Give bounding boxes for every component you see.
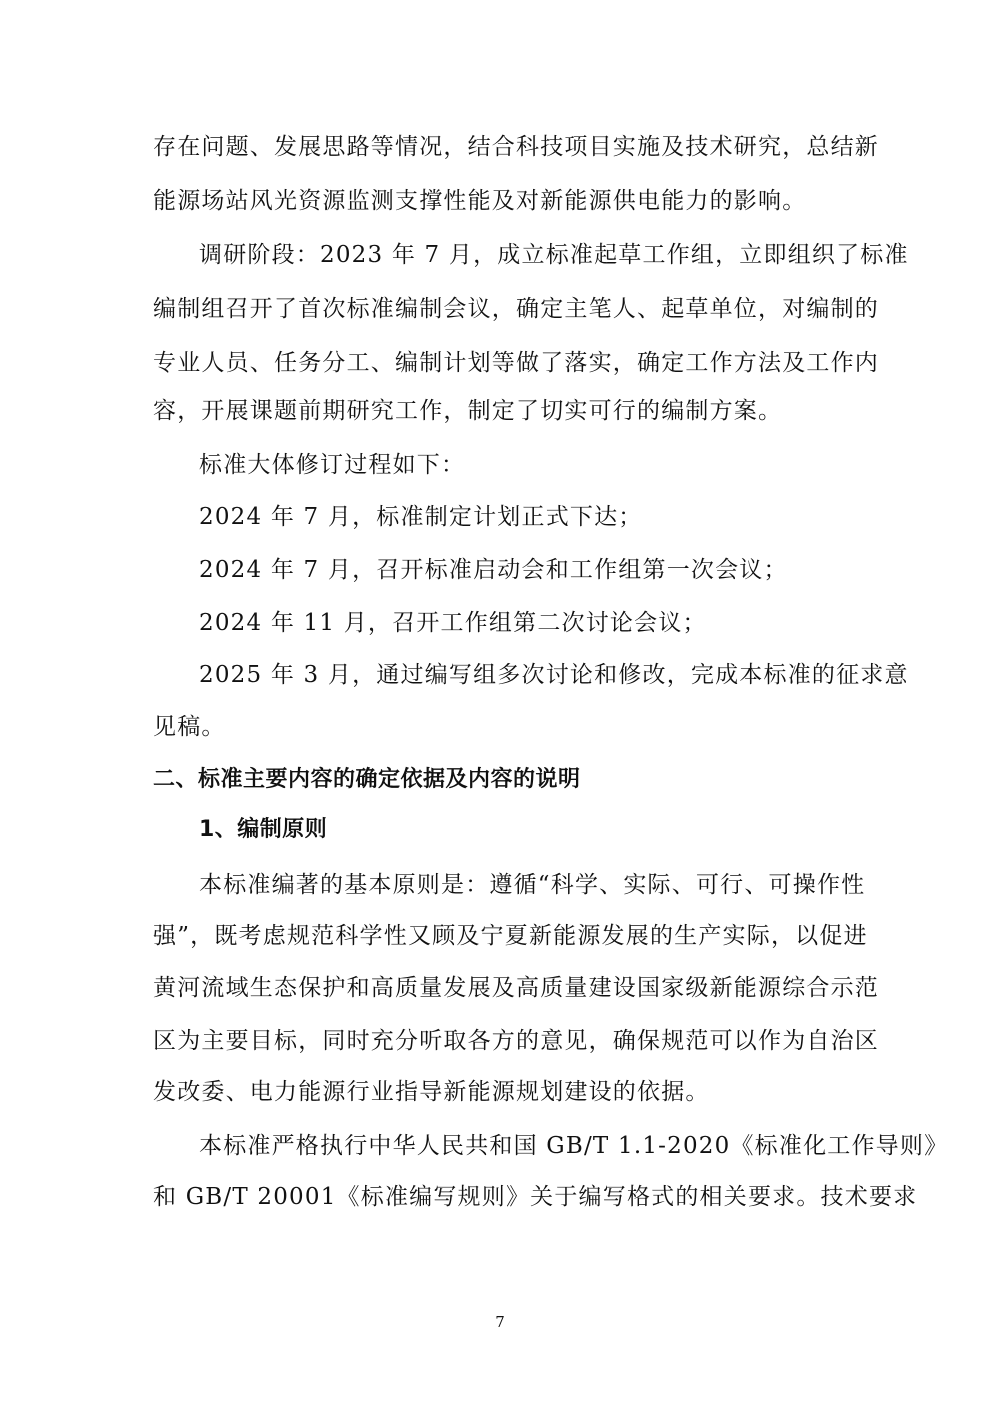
timeline-item: 2024 年 11 月，召开工作组第二次讨论会议； bbox=[199, 610, 707, 636]
paragraph-2-line-4: 容，开展课题前期研究工作，制定了切实可行的编制方案。 bbox=[153, 398, 783, 424]
timeline-item: 2024 年 7 月，标准制定计划正式下达； bbox=[199, 504, 643, 530]
paragraph-5-line-5: 发改委、电力能源行业指导新能源规划建设的依据。 bbox=[153, 1079, 710, 1105]
paragraph-2-line-2: 编制组召开了首次标准编制会议，确定主笔人、起草单位，对编制的 bbox=[153, 296, 879, 322]
paragraph-2-line-1: 调研阶段：2023 年 7 月，成立标准起草工作组，立即组织了标准 bbox=[199, 242, 909, 268]
paragraph-5-line-4: 区为主要目标，同时充分听取各方的意见，确保规范可以作为自治区 bbox=[153, 1028, 879, 1054]
paragraph-4-line-1: 2025 年 3 月，通过编写组多次讨论和修改，完成本标准的征求意 bbox=[199, 662, 909, 688]
paragraph-5-line-2: 强”，既考虑规范科学性又顾及宁夏新能源发展的生产实际，以促进 bbox=[153, 923, 868, 949]
paragraph-1-line-2: 能源场站风光资源监测支撑性能及对新能源供电能力的影响。 bbox=[153, 188, 807, 214]
section-heading: 二、标准主要内容的确定依据及内容的说明 bbox=[153, 767, 581, 792]
paragraph-3: 标准大体修订过程如下： bbox=[199, 452, 466, 478]
paragraph-2-line-3: 专业人员、任务分工、编制计划等做了落实，确定工作方法及工作内 bbox=[153, 350, 879, 376]
paragraph-4-line-2: 见稿。 bbox=[153, 714, 226, 740]
page-number: 7 bbox=[495, 1313, 505, 1331]
timeline-item: 2024 年 7 月，召开标准启动会和工作组第一次会议； bbox=[199, 557, 788, 583]
paragraph-5-line-1: 本标准编著的基本原则是：遵循“科学、实际、可行、可操作性 bbox=[199, 872, 866, 898]
subsection-heading: 1、编制原则 bbox=[199, 817, 328, 842]
paragraph-1-line-1: 存在问题、发展思路等情况，结合科技项目实施及技术研究，总结新 bbox=[153, 134, 879, 160]
paragraph-6-line-1: 本标准严格执行中华人民共和国 GB/T 1.1-2020《标准化工作导则》 bbox=[199, 1133, 949, 1159]
paragraph-5-line-3: 黄河流域生态保护和高质量发展及高质量建设国家级新能源综合示范 bbox=[153, 975, 879, 1001]
paragraph-6-line-2: 和 GB/T 20001《标准编写规则》关于编写格式的相关要求。技术要求 bbox=[153, 1184, 918, 1210]
